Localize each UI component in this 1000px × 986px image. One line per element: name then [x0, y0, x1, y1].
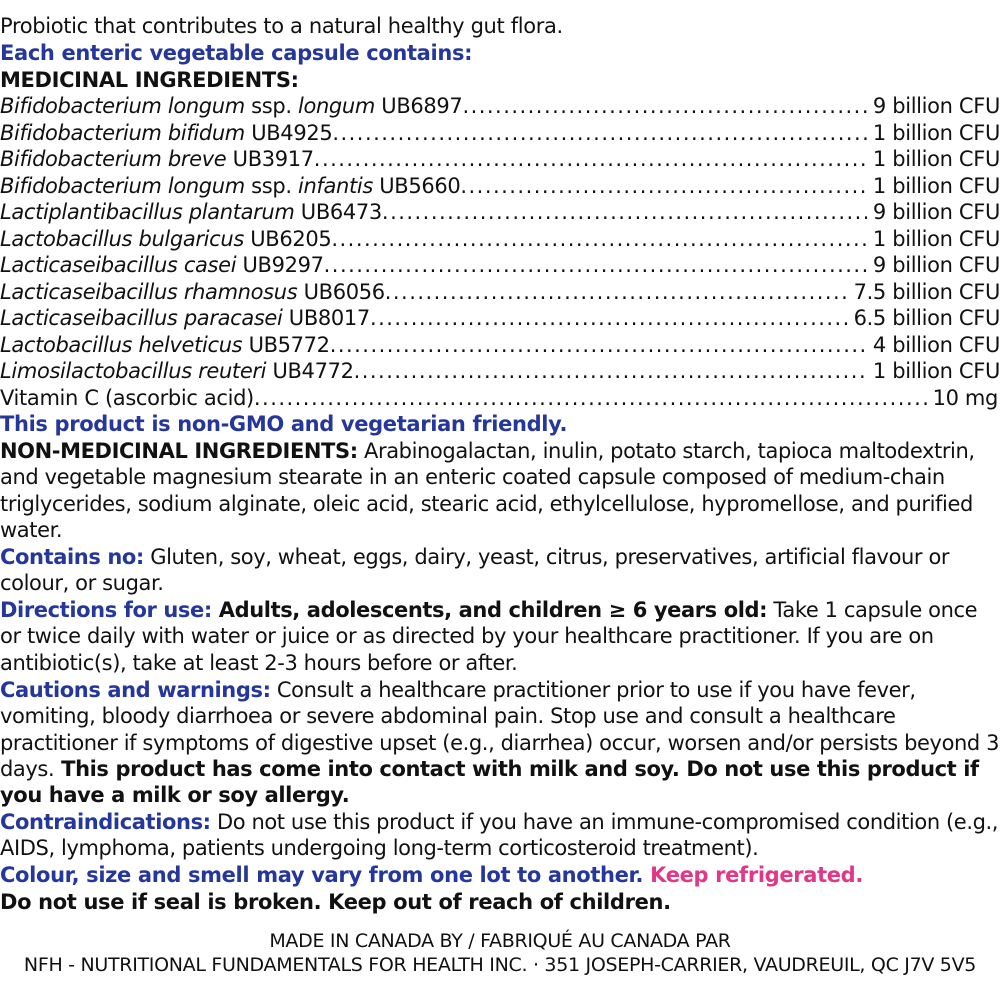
ingredient-list [0, 93, 1000, 385]
intro-text: Probiotic that contributes to a natural healthy gut flora. [0, 14, 563, 38]
dot-leader [324, 252, 867, 279]
dot-leader [332, 120, 867, 147]
cautions-label: Cautions and warnings: [0, 678, 271, 702]
contraindications-section [0, 809, 1000, 862]
ingredient-name [0, 252, 324, 279]
non-medicinal-label: NON-MEDICINAL INGREDIENTS: [0, 439, 358, 463]
ingredient-row [0, 305, 1000, 332]
ingredient-row [0, 358, 1000, 385]
ingredient-subspecies: longum [297, 94, 375, 118]
ingredient-name [0, 146, 314, 173]
ingredient-name [0, 93, 462, 120]
ingredient-amount: 6.5 billion CFU [853, 306, 1000, 330]
dot-leader [370, 305, 848, 332]
directions-audience: Adults, adolescents, and children ≥ 6 years old: [211, 598, 768, 622]
cautions-text: Consult a healthcare practitioner prior to use if you have fever, vomiting, bloody diarrhoea or severe abdominal pain. Stop use and consult a healthcare practitioner if symptoms of digestive upset (e.g., diarrhea) occur, worsen and/or persists beyond 3 days. [0, 678, 1000, 781]
ingredient-genus: Bifidobacterium bifidum [0, 120, 245, 145]
ingredient-row [0, 173, 1000, 200]
non-medicinal-section [0, 438, 1000, 543]
directions-text: Take 1 capsule once or twice daily with water or juice or as directed by your healthcare practitioner. If you are on antibiotic(s), take at least 2-3 hours before or after. [0, 598, 978, 675]
dot-leader [460, 173, 867, 200]
ingredient-row [0, 199, 1000, 226]
ingredient-amount: 1 billion CFU [872, 226, 1000, 251]
ingredient-amount: 1 billion CFU [872, 120, 1000, 145]
ingredient-name [0, 226, 331, 253]
ingredient-strain: UB6897 [374, 94, 463, 118]
ingredient-strain: UB4925 [244, 120, 333, 145]
colour-refrigerate-line [0, 862, 863, 889]
ingredient-strain: UB8017 [282, 306, 370, 330]
company-address: NFH - NUTRITIONAL FUNDAMENTALS FOR HEALTH INC. · 351 JOSEPH-CARRIER, VAUDREUIL, QC J7V 5V5 [23, 954, 977, 976]
ingredient-row [0, 120, 1000, 147]
vitamin-row [0, 385, 1000, 412]
ingredient-genus: Bifidobacterium longum [0, 173, 245, 198]
capsule-heading: Each enteric vegetable capsule contains: [0, 41, 473, 65]
ingredient-genus: Lacticaseibacillus casei [0, 253, 237, 277]
made-in-line: MADE IN CANADA BY / FABRIQUÉ AU CANADA PAR [269, 930, 731, 952]
ingredient-row [0, 226, 1000, 253]
ingredient-genus: Lacticaseibacillus rhamnosus [0, 279, 298, 304]
dot-leader [314, 146, 867, 173]
allergy-warning: This product has come into contact with milk and soy. Do not use this product if you have a milk or soy allergy. [0, 756, 979, 808]
non-medicinal-text: Arabinogalactan, inulin, potato starch, tapioca maltodextrin, and vegetable magnesium stearate in an enteric coated capsule composed of medium-chain triglycerides, sodium alginate, oleic acid, stearic acid, ethylcellulose, hypromellose, and purified water. [0, 439, 975, 542]
medicinal-heading: MEDICINAL INGREDIENTS: [0, 68, 299, 92]
ingredient-strain: UB9297 [236, 253, 324, 277]
ingredient-genus: Lacticaseibacillus paracasei [0, 306, 283, 330]
ingredient-name [0, 120, 332, 147]
dot-leader [331, 226, 867, 253]
ingredient-row [0, 332, 1000, 359]
dot-leader [354, 358, 867, 385]
ingredient-name [0, 332, 330, 359]
ingredient-strain: UB3917 [226, 147, 314, 171]
ingredient-row [0, 252, 1000, 279]
contains-no-label: Contains no: [0, 545, 144, 569]
contains-no-text: Gluten, soy, wheat, eggs, dairy, yeast, citrus, preservatives, artificial flavour or colour, or sugar. [0, 545, 950, 596]
ingredient-name [0, 199, 382, 226]
ingredient-genus: Lactobacillus helveticus [0, 332, 243, 357]
dot-leader [254, 385, 927, 412]
dot-leader [385, 279, 848, 306]
ingredient-amount: 4 billion CFU [872, 332, 1000, 357]
ingredient-subspecies: infantis [297, 173, 373, 198]
ingredient-genus: Lactiplantibacillus plantarum [0, 200, 295, 224]
directions-label: Directions for use: [0, 598, 212, 622]
ingredient-strain: UB5772 [242, 332, 330, 357]
ingredient-strain: UB6056 [297, 279, 385, 304]
contains-no-section [0, 544, 1000, 597]
dot-leader [382, 199, 867, 226]
ingredient-strain: UB6205 [243, 226, 332, 251]
ingredient-subspecies-marker: ssp. [244, 94, 298, 118]
ingredient-row [0, 146, 1000, 173]
ingredient-amount: 1 billion CFU [872, 359, 1000, 383]
ingredient-name [0, 305, 370, 332]
ingredient-strain: UB4772 [266, 359, 354, 383]
ingredient-row [0, 93, 1000, 120]
seal-warning: Do not use if seal is broken. Keep out of reach of children. [0, 890, 671, 914]
ingredient-subspecies-marker: ssp. [244, 173, 298, 198]
ingredient-amount: 9 billion CFU [872, 200, 1000, 224]
ingredient-amount: 7.5 billion CFU [853, 279, 1000, 304]
ingredient-strain: UB5660 [372, 173, 461, 198]
ingredient-genus: Bifidobacterium longum [0, 94, 245, 118]
contraindications-text: Do not use this product if you have an immune-compromised condition (e.g., AIDS, lymphoma, patients undergoing long-term corticosteroid treatment). [0, 810, 999, 861]
ingredient-name [0, 279, 385, 306]
dot-leader [330, 332, 867, 359]
ingredient-amount: 9 billion CFU [872, 253, 1000, 277]
vitamin-name: Vitamin C (ascorbic acid) [0, 385, 254, 410]
cautions-section [0, 677, 1000, 808]
dot-leader [462, 93, 866, 120]
ingredient-amount: 1 billion CFU [872, 173, 1000, 198]
refrigerate-note: Keep refrigerated. [643, 863, 863, 887]
contraindications-label: Contraindications: [0, 810, 211, 834]
colour-note: Colour, size and smell may vary from one lot to another. [0, 863, 644, 887]
ingredient-name [0, 358, 354, 385]
ingredient-name [0, 173, 460, 200]
ingredient-genus: Limosilactobacillus reuteri [0, 359, 267, 383]
ingredient-amount: 9 billion CFU [872, 94, 1000, 118]
ingredient-strain: UB6473 [294, 200, 382, 224]
ingredient-genus: Lactobacillus bulgaricus [0, 226, 244, 251]
directions-section [0, 597, 1000, 676]
non-gmo-note: This product is non-GMO and vegetarian friendly. [0, 412, 568, 436]
ingredient-amount: 1 billion CFU [872, 147, 1000, 171]
vitamin-amount: 10 mg [932, 385, 998, 410]
ingredient-row [0, 279, 1000, 306]
ingredient-genus: Bifidobacterium breve [0, 147, 227, 171]
